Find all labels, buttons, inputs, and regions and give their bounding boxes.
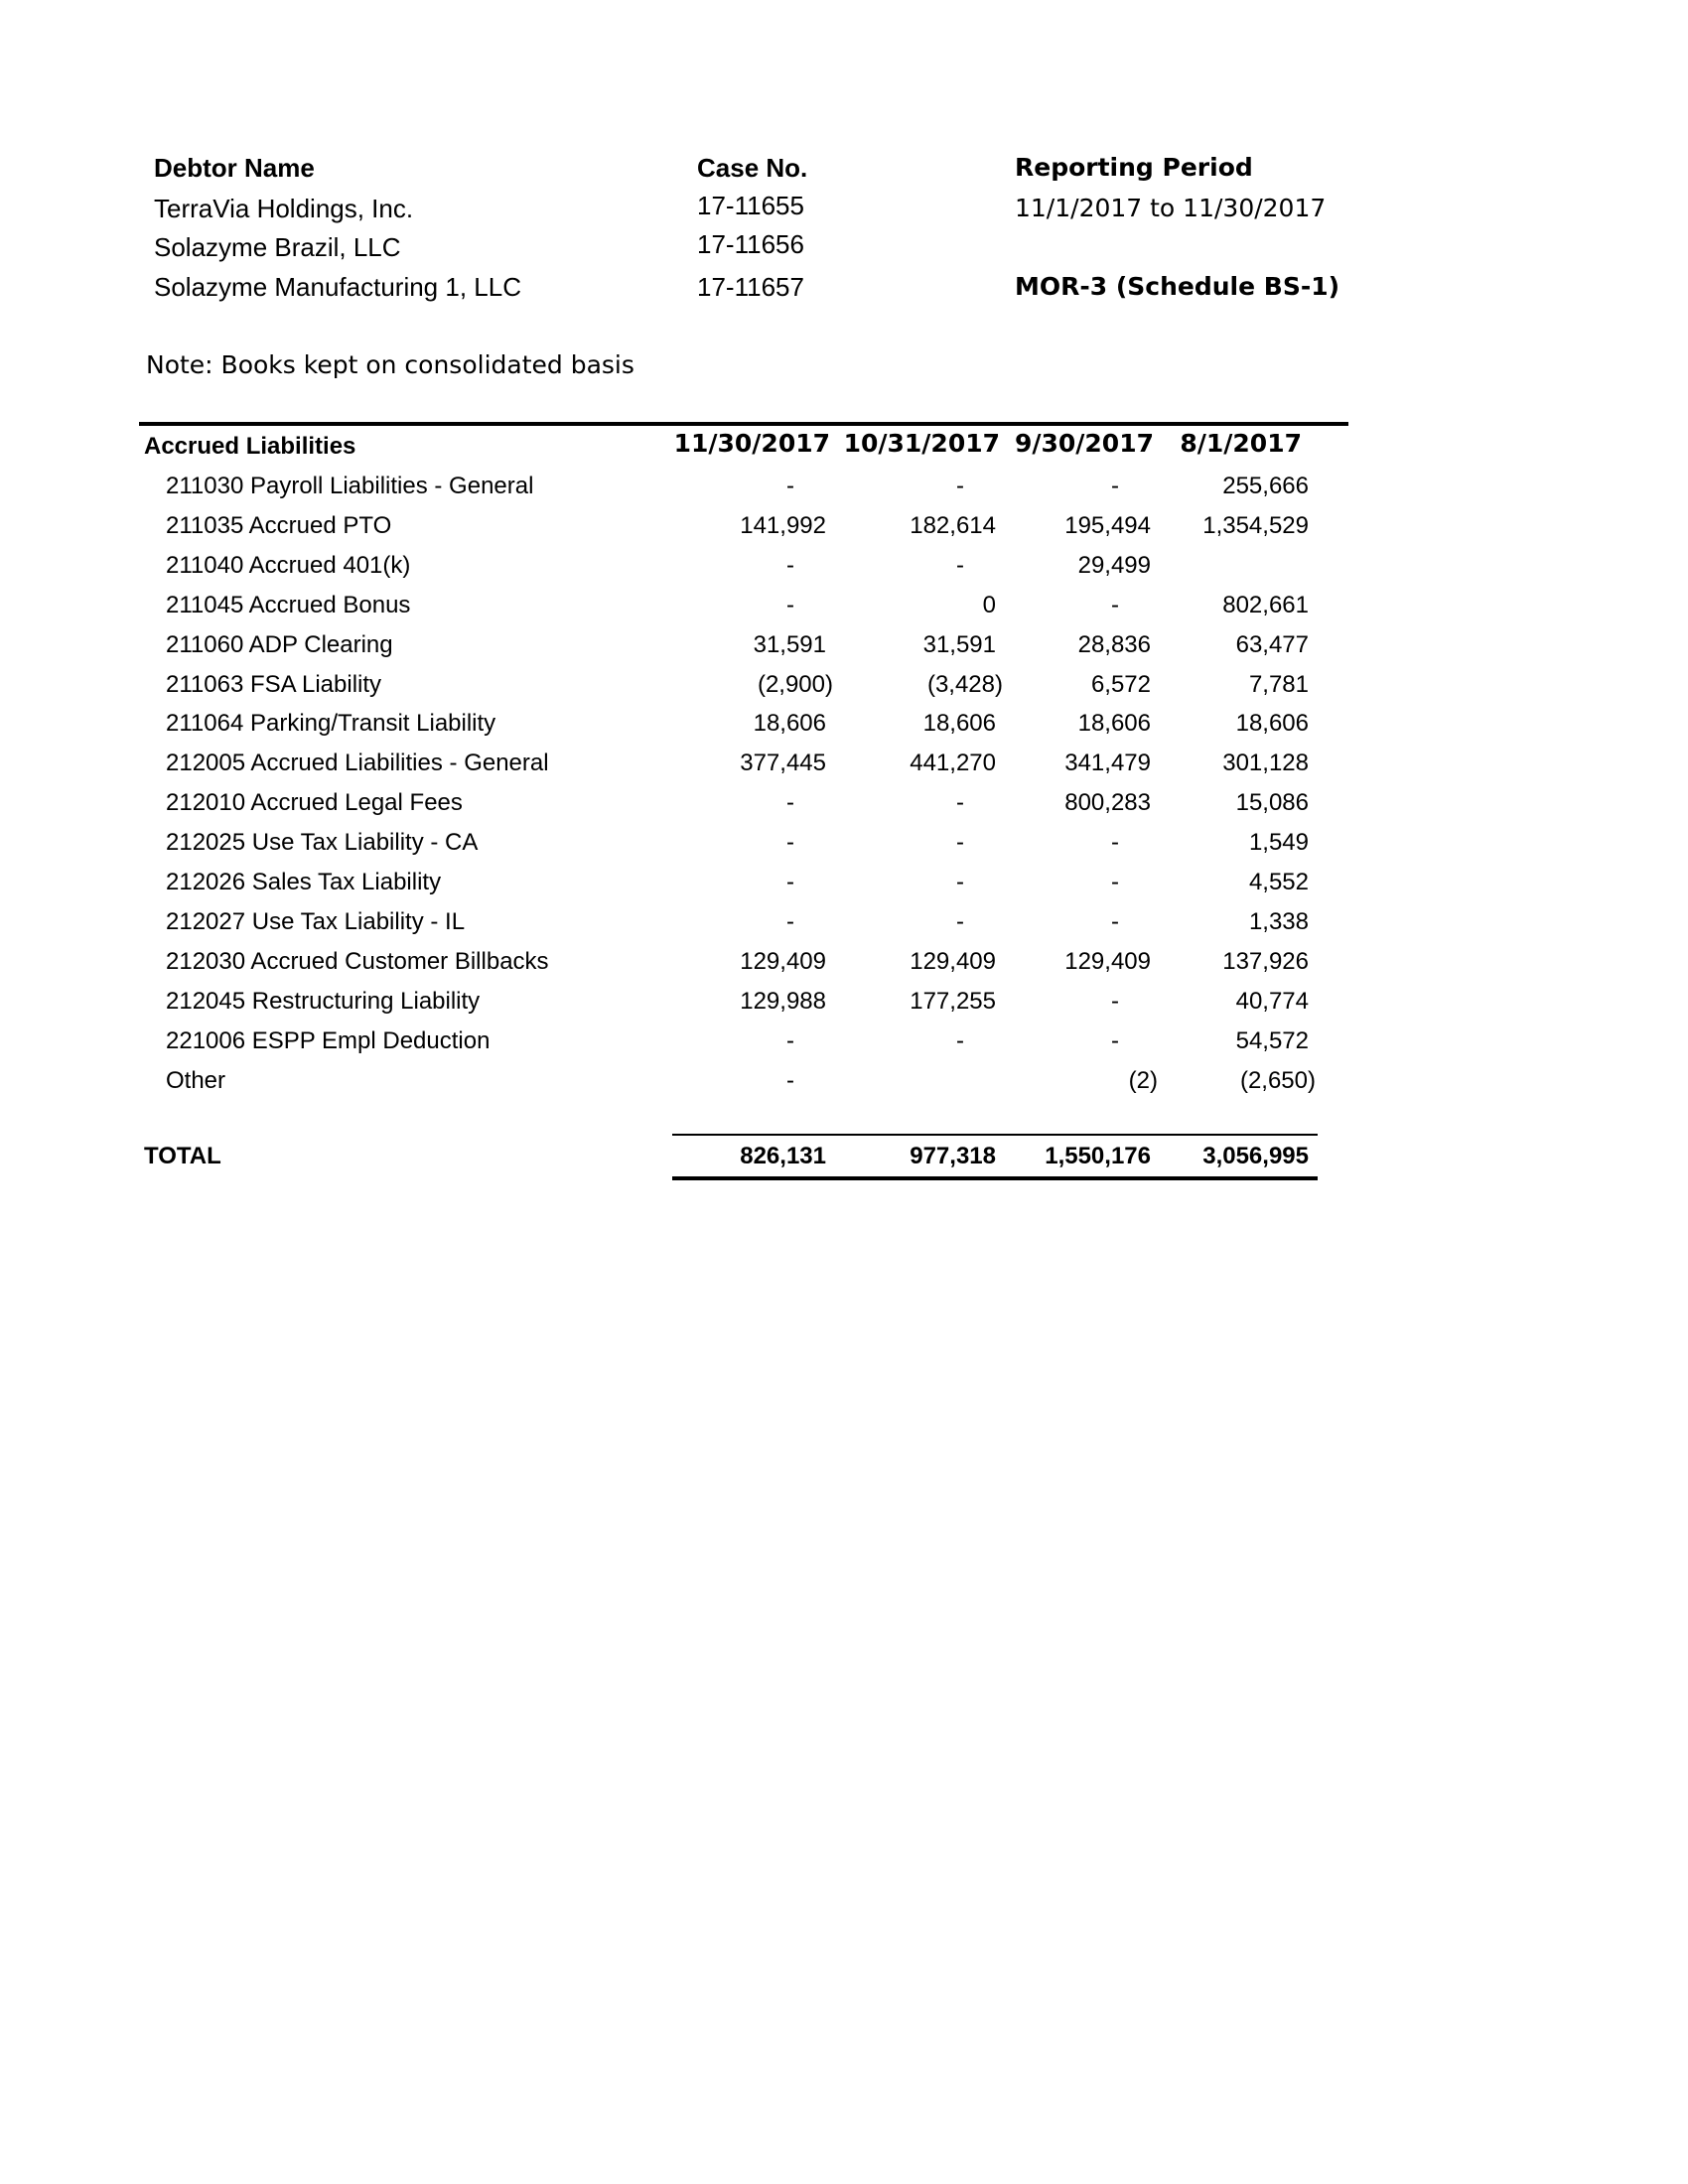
row-value: (2,650) (1239, 1067, 1316, 1094)
row-value: 129,409 (1064, 948, 1151, 975)
total-label: TOTAL (144, 1143, 221, 1169)
case-number-heading: Case No. (697, 153, 808, 183)
column-header-11-30-2017: 11/30/2017 (673, 429, 830, 458)
row-label: 211064 Parking/Transit Liability (166, 710, 496, 737)
section-label: Accrued Liabilities (144, 433, 356, 460)
note-text: Note: Books kept on consolidated basis (146, 350, 634, 379)
debtor-name: Solazyme Brazil, LLC (154, 232, 401, 262)
row-value: - (956, 473, 964, 499)
row-value: - (786, 1067, 794, 1094)
row-value: 0 (982, 592, 996, 618)
row-value: 1,354,529 (1202, 512, 1309, 539)
row-value: 129,988 (740, 988, 826, 1015)
case-number: 17-11655 (697, 191, 804, 220)
row-value: 7,781 (1248, 671, 1309, 698)
row-value: (3,428) (926, 671, 1003, 698)
row-value: 18,606 (1077, 710, 1151, 737)
row-value: 301,128 (1222, 750, 1309, 776)
row-value: 6,572 (1090, 671, 1151, 698)
total-value: 826,131 (740, 1143, 826, 1169)
row-value: - (786, 473, 794, 499)
row-label: 212025 Use Tax Liability - CA (166, 829, 479, 856)
row-value: - (1111, 908, 1119, 935)
total-top-rule (672, 1134, 1318, 1136)
row-value: 129,409 (740, 948, 826, 975)
row-value: 1,338 (1248, 908, 1309, 935)
row-value: 28,836 (1077, 631, 1151, 658)
row-value: 31,591 (922, 631, 996, 658)
row-value: - (956, 829, 964, 856)
row-value: - (1111, 1027, 1119, 1054)
row-value: - (1111, 473, 1119, 499)
total-value: 1,550,176 (1045, 1143, 1151, 1169)
row-value: 441,270 (910, 750, 996, 776)
row-value: 255,666 (1222, 473, 1309, 499)
row-value: - (1111, 869, 1119, 895)
row-value: - (786, 789, 794, 816)
row-value: - (786, 1027, 794, 1054)
row-label: 211035 Accrued PTO (166, 512, 392, 539)
row-value: 63,477 (1235, 631, 1309, 658)
row-value: 1,549 (1248, 829, 1309, 856)
row-value: 29,499 (1077, 552, 1151, 579)
row-value: 195,494 (1064, 512, 1151, 539)
row-value: 141,992 (740, 512, 826, 539)
row-label: 211063 FSA Liability (166, 671, 382, 698)
case-number: 17-11656 (697, 229, 804, 259)
row-value: 129,409 (910, 948, 996, 975)
row-value: - (956, 869, 964, 895)
row-value: - (1111, 988, 1119, 1015)
row-value: 182,614 (910, 512, 996, 539)
debtor-name: TerraVia Holdings, Inc. (154, 194, 414, 223)
row-value: 18,606 (753, 710, 826, 737)
total-double-underline (672, 1176, 1318, 1180)
row-label: 211030 Payroll Liabilities - General (166, 473, 534, 499)
debtor-name: Solazyme Manufacturing 1, LLC (154, 272, 521, 302)
row-label: Other (166, 1067, 226, 1094)
row-value: - (956, 552, 964, 579)
row-label: 212027 Use Tax Liability - IL (166, 908, 466, 935)
row-label: 212005 Accrued Liabilities - General (166, 750, 549, 776)
row-value: 31,591 (753, 631, 826, 658)
row-value: (2) (1128, 1067, 1158, 1094)
row-value: - (956, 908, 964, 935)
row-value: 341,479 (1064, 750, 1151, 776)
row-label: 212030 Accrued Customer Billbacks (166, 948, 549, 975)
table-top-rule (139, 422, 1348, 426)
row-label: 211040 Accrued 401(k) (166, 552, 411, 579)
row-value: 377,445 (740, 750, 826, 776)
total-value: 3,056,995 (1202, 1143, 1309, 1169)
reporting-period-heading: Reporting Period (1015, 153, 1253, 182)
column-header-9-30-2017: 9/30/2017 (1014, 429, 1154, 458)
case-number: 17-11657 (697, 272, 804, 302)
row-value: 137,926 (1222, 948, 1309, 975)
row-value: 177,255 (910, 988, 996, 1015)
row-value: 800,283 (1064, 789, 1151, 816)
row-value: 15,086 (1235, 789, 1309, 816)
row-value: - (786, 908, 794, 935)
debtor-name-heading: Debtor Name (154, 153, 315, 183)
row-value: - (786, 829, 794, 856)
row-label: 212010 Accrued Legal Fees (166, 789, 463, 816)
row-value: - (956, 1027, 964, 1054)
reporting-period-value: 11/1/2017 to 11/30/2017 (1015, 194, 1327, 222)
row-value: 18,606 (922, 710, 996, 737)
row-value: 54,572 (1235, 1027, 1309, 1054)
schedule-label: MOR-3 (Schedule BS-1) (1015, 272, 1340, 301)
column-header-8-1-2017: 8/1/2017 (1180, 429, 1302, 458)
row-value: 802,661 (1222, 592, 1309, 618)
row-label: 211045 Accrued Bonus (166, 592, 411, 618)
row-value: - (786, 869, 794, 895)
row-label: 212045 Restructuring Liability (166, 988, 481, 1015)
row-label: 211060 ADP Clearing (166, 631, 393, 658)
total-value: 977,318 (910, 1143, 996, 1169)
row-value: - (786, 552, 794, 579)
row-value: 4,552 (1248, 869, 1309, 895)
row-value: - (1111, 592, 1119, 618)
row-value: - (1111, 829, 1119, 856)
row-value: 40,774 (1235, 988, 1309, 1015)
row-label: 221006 ESPP Empl Deduction (166, 1027, 491, 1054)
column-header-10-31-2017: 10/31/2017 (843, 429, 1000, 458)
row-value: 18,606 (1235, 710, 1309, 737)
row-value: - (786, 592, 794, 618)
row-value: - (956, 789, 964, 816)
row-label: 212026 Sales Tax Liability (166, 869, 442, 895)
row-value: (2,900) (757, 671, 833, 698)
